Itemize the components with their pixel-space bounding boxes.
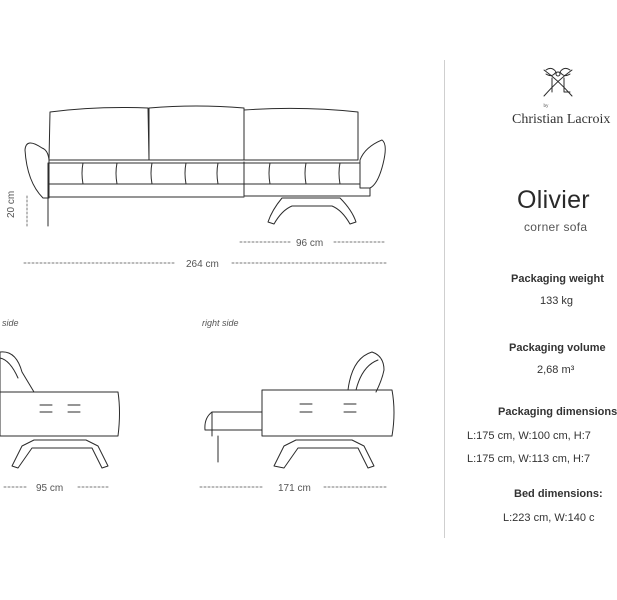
right-side-view-sofa — [200, 352, 394, 487]
left-side-legs — [12, 440, 108, 468]
front-height-label: 20 cm — [6, 190, 17, 218]
product-name: Olivier — [517, 186, 590, 214]
bed-dimensions-value: L:223 cm, W:140 c — [503, 512, 595, 524]
packaging-weight-value: 133 kg — [540, 295, 574, 307]
front-depth-label: 96 cm — [296, 238, 324, 249]
left-side-view-sofa — [0, 352, 120, 487]
left-side-body — [0, 392, 120, 436]
packaging-dimensions-row-1: L:175 cm, W:100 cm, H:7 — [467, 430, 591, 442]
front-back-cushion-left — [49, 108, 149, 161]
right-side-width-label: 171 cm — [278, 483, 311, 494]
left-side-backrest — [0, 352, 34, 392]
packaging-volume-value: 2,68 m³ — [537, 364, 575, 376]
brand-name: Christian Lacroix — [512, 112, 611, 127]
front-seat-cushions — [48, 163, 360, 184]
right-side-label: right side — [202, 318, 239, 328]
front-base — [48, 184, 244, 197]
packaging-dimensions-label: Packaging dimensions — [498, 406, 617, 418]
front-leg-right-frame — [268, 198, 356, 224]
front-right-armrest — [360, 140, 385, 188]
front-view-sofa — [24, 106, 388, 263]
front-back-cushion-middle — [149, 106, 244, 160]
bed-dimensions-label: Bed dimensions: — [514, 488, 603, 500]
vertical-divider — [444, 60, 445, 538]
left-side-width-label: 95 cm — [36, 483, 64, 494]
right-side-legs — [274, 440, 374, 468]
front-left-armrest — [25, 143, 49, 198]
front-back-cushion-right — [244, 108, 358, 160]
packaging-volume-label: Packaging volume — [509, 342, 606, 354]
left-side-label: side — [2, 318, 19, 328]
product-type: corner sofa — [524, 220, 588, 234]
right-side-backrest — [348, 352, 384, 392]
brand-by: by — [543, 104, 549, 109]
front-width-label: 264 cm — [186, 259, 219, 270]
packaging-dimensions-row-2: L:175 cm, W:113 cm, H:7 — [467, 453, 591, 465]
right-side-body — [262, 390, 394, 436]
right-side-chaise — [205, 412, 262, 430]
christian-lacroix-monogram-icon — [544, 68, 572, 96]
packaging-weight-label: Packaging weight — [511, 273, 604, 285]
front-chaise-section — [244, 162, 370, 196]
